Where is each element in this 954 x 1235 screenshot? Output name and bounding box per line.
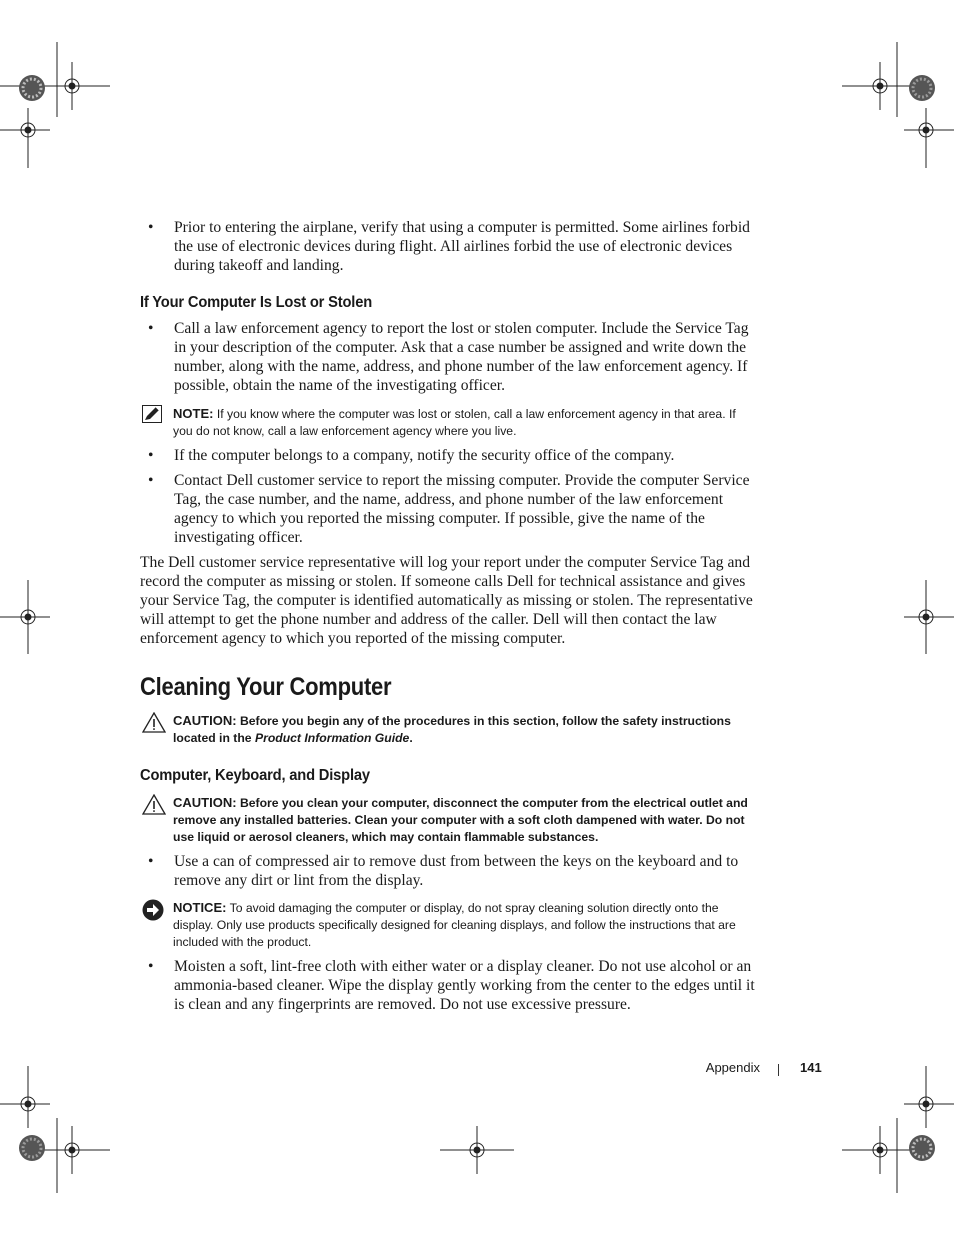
cleaning-list-1 — [140, 852, 756, 890]
list-item — [140, 446, 756, 465]
notice-label: NOTICE: — [173, 900, 227, 915]
bullet-glyph: • — [148, 320, 154, 337]
note-pencil-icon — [142, 405, 162, 428]
note-text: If you know where the computer was lost or stolen, call a law enforcement agency in that area. If you do not know, call a law enforcement agency where you live. — [173, 407, 736, 438]
list-item-text: Moisten a soft, lint-free cloth with either water or a display cleaner. Do not use alcohol or an ammonia-based cleaner. Wipe the display gently working from the center to the edges until it is clean and any fingerprints are removed. Do not use excessive pressure. — [174, 958, 755, 1013]
lost-paragraph: The Dell customer service representative will log your report under the computer Service Tag and record the computer as missing or stolen. If someone calls Dell for technical assistance and gives your Service Tag, the computer is identified automatically as missing or stolen. The representative will attempt to get the phone number and address of the caller. Dell will then contact the law enforcement agency to which you reported of the missing computer. — [140, 554, 753, 647]
section-heading-lost: If Your Computer Is Lost or Stolen — [140, 294, 373, 311]
caution-end: . — [409, 731, 413, 745]
caution-callout-1 — [140, 712, 756, 747]
footer-divider — [778, 1064, 779, 1076]
notice-text: To avoid damaging the computer or display, do not spray cleaning solution directly onto the display. Only use products specifically designed for cleaning displays, and follow the instructions that are included with the product. — [173, 901, 736, 949]
caution-triangle-icon — [142, 712, 166, 738]
list-item — [140, 319, 756, 395]
list-item-text: If the computer belongs to a company, notify the security office of the company. — [174, 447, 675, 464]
page-content — [140, 218, 756, 1014]
footer-section-name: Appendix — [705, 1060, 760, 1075]
caution-triangle-icon — [142, 794, 166, 820]
caution-text: Before you clean your computer, disconnect the computer from the electrical outlet and remove any installed batteries. Clean your computer with a soft cloth dampened with water. Do not use liquid or aerosol cleaners, which may contain flammable substances. — [173, 796, 748, 844]
bullet-glyph: • — [148, 219, 154, 236]
lost-list-2 — [140, 446, 756, 547]
bullet-glyph: • — [148, 958, 154, 975]
notice-callout — [140, 899, 756, 951]
bullet-glyph: • — [148, 472, 154, 489]
caution-label: CAUTION: — [173, 713, 237, 728]
intro-list — [140, 218, 756, 275]
notice-arrow-icon — [142, 899, 164, 926]
lost-list-1 — [140, 319, 756, 395]
list-item — [140, 957, 756, 1014]
bullet-glyph: • — [148, 853, 154, 870]
guide-title: Product Information Guide — [254, 731, 410, 745]
bullet-glyph: • — [148, 447, 154, 464]
note-label: NOTE: — [173, 406, 214, 421]
caution-label: CAUTION: — [173, 795, 237, 810]
list-item — [140, 218, 756, 275]
cleaning-list-2 — [140, 957, 756, 1014]
caution-text: Before you begin any of the procedures in this section, follow the safety instructions located in the — [173, 714, 731, 745]
note-callout — [140, 405, 756, 440]
list-item — [140, 471, 756, 547]
list-item — [140, 852, 756, 890]
page-number: 141 — [800, 1060, 822, 1075]
caution-callout-2 — [140, 794, 756, 846]
list-item-text: Prior to entering the airplane, verify that using a computer is permitted. Some airlines forbid the use of electronic devices during flight. All airlines forbid the use of electronic devices during takeoff and landing. — [174, 219, 750, 274]
list-item-text: Contact Dell customer service to report the missing computer. Provide the computer Service Tag, the case number, and the name, address, and phone number of the law enforcement agency to which you reported the missing computer. If possible, give the name of the investigating officer. — [174, 472, 750, 546]
list-item-text: Use a can of compressed air to remove dust from between the keys on the keyboard and to remove any dirt or lint from the display. — [174, 853, 739, 889]
subsection-heading-keyboard: Computer, Keyboard, and Display — [140, 767, 370, 784]
section-heading-cleaning: Cleaning Your Computer — [140, 673, 392, 701]
list-item-text: Call a law enforcement agency to report the lost or stolen computer. Include the Service Tag in your description of the computer. Ask that a case number be assigned and write down the number, along with the name, address, and phone number of the law enforcement agency. If possible, obtain the name of the investigating officer. — [174, 320, 749, 394]
